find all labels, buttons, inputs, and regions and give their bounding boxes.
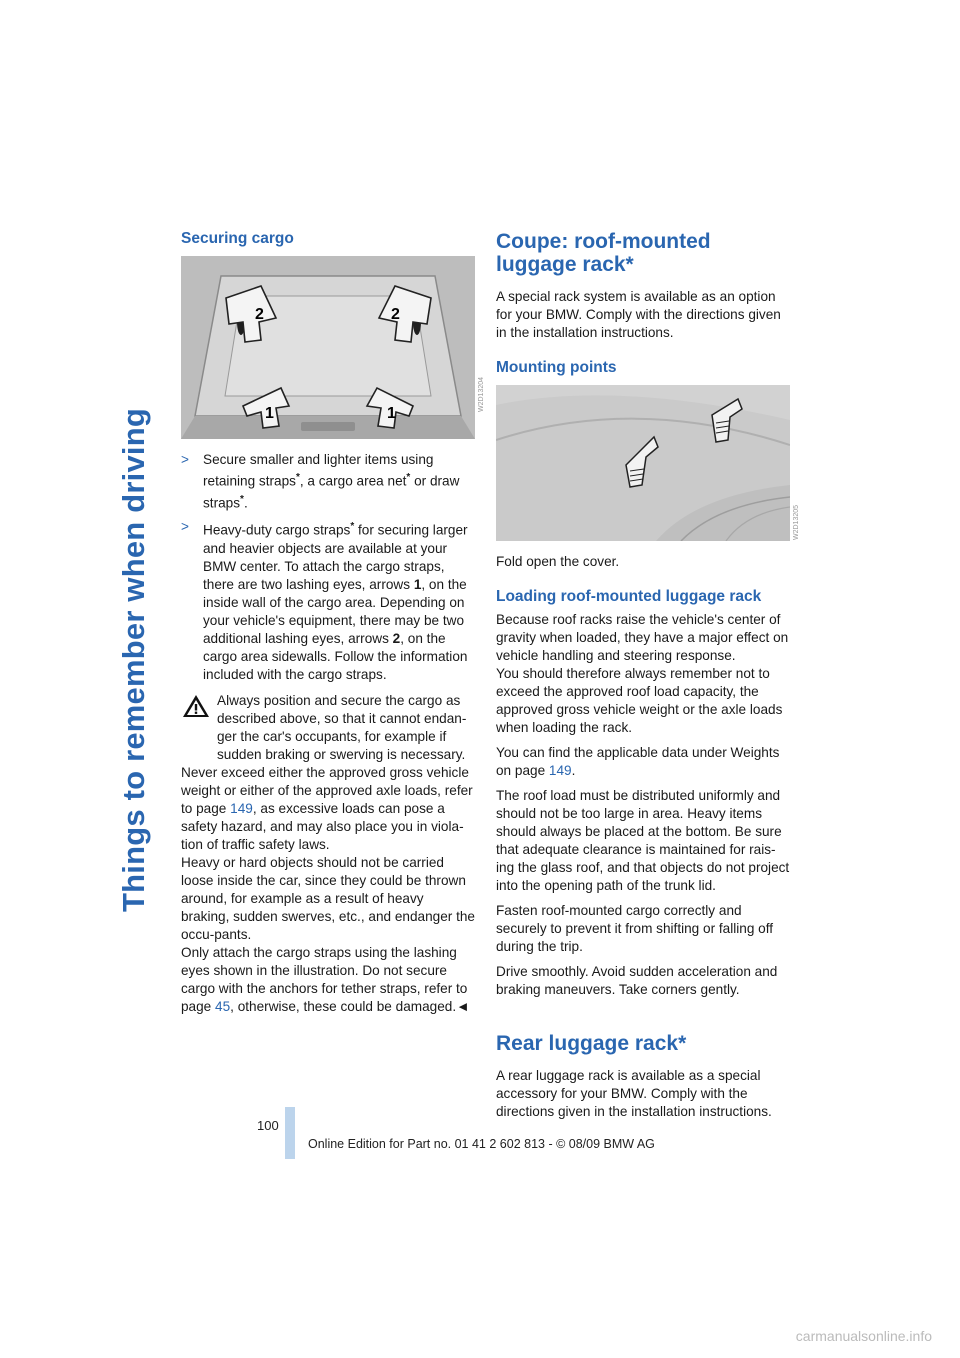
text-run: or draw straps	[203, 473, 460, 511]
page-link-149[interactable]: 149	[230, 800, 253, 816]
warning-block	[181, 692, 475, 1016]
text-run: Never exceed either the approved gross vehicle weight or either of the approved axle loads, refer to page	[181, 764, 473, 816]
bullet-item	[181, 518, 475, 684]
warning-paragraph-2	[181, 764, 475, 854]
left-column	[181, 230, 475, 1016]
warning-paragraph-4	[181, 944, 475, 1016]
text-run: Secure smaller and lighter items using retaining straps	[203, 452, 434, 489]
text-run: Heavy-duty cargo straps	[203, 522, 351, 538]
figure-code: W2D13204	[478, 376, 485, 412]
end-of-warning-mark: ◄	[456, 998, 470, 1014]
warning-first-line	[181, 692, 475, 764]
chapter-title: Things to remember when driving	[116, 408, 151, 912]
securing-cargo-heading: Securing cargo	[181, 230, 294, 247]
label-2-left: 2	[255, 306, 264, 323]
text-run: Only attach the cargo straps using the lashing eyes shown in the illustration. Do not secure cargo with the anchors for tether straps, refer to page	[181, 944, 468, 1014]
bullet-mark: >	[181, 452, 189, 467]
bullet-item	[181, 451, 475, 512]
loading-paragraph: You should therefore always remember not to exceed the approved roof load capacity, the approved gross vehicle weight or the axle loads when loading the rack.	[496, 666, 783, 735]
roof-illustration	[496, 385, 790, 541]
cargo-area-figure	[181, 256, 475, 439]
roof-rack-section-title: Coupe: roof-mounted luggage rack*	[496, 230, 711, 276]
bullet-text	[203, 518, 475, 684]
label-1-right: 1	[387, 405, 396, 422]
chapter-sidebar-title	[112, 230, 156, 1090]
asterisk: *	[295, 472, 300, 483]
warning-text-1	[217, 692, 475, 764]
footer-accent-bar	[285, 1107, 295, 1159]
edition-footer: Online Edition for Part no. 01 41 2 602 813 - © 08/09 BMW AG	[308, 1137, 655, 1151]
cargo-area-illustration	[181, 256, 475, 439]
text-run: , a cargo area net	[299, 473, 407, 489]
loading-paragraph: Because roof racks raise the vehicle's center of gravity when loaded, they have a major effect on vehicle handling and steering response.	[496, 612, 789, 663]
text-run: for securing larger and heavier objects are available at your BMW center. To attach the cargo straps, there are two lashing eyes, arrows	[203, 522, 468, 592]
label-2-right: 2	[391, 306, 400, 323]
loading-paragraph	[496, 744, 790, 780]
fold-open-text: Fold open the cover.	[496, 554, 620, 569]
loading-paragraph: The roof load must be distributed uniformly and should not be too large in area. Heavy items should always be placed at the bottom. Be sure that adequate clearance is maintained for rais-ing the glass roof, and that objects do not project into the opening path of the trunk lid.	[496, 788, 790, 893]
warning-paragraph-3: Heavy or hard objects should not be carried loose inside the car, since they could be thrown around, for example as a result of heavy braking, sudden swerves, etc., and endanger the occu-pants.	[181, 854, 475, 942]
loading-paragraph: Drive smoothly. Avoid sudden acceleration and braking maneuvers. Take corners gently.	[496, 964, 778, 997]
asterisk: *	[240, 493, 244, 505]
rear-rack-section-title: Rear luggage rack*	[496, 1032, 687, 1055]
warning-triangle-icon	[181, 693, 211, 719]
watermark-text: carmanualsonline.info	[795, 1328, 932, 1344]
text-run: .	[243, 495, 248, 511]
watermark	[0, 1328, 960, 1344]
loading-paragraph: Fasten roof-mounted cargo correctly and securely to prevent it from shifting or falling off during the trip.	[496, 903, 774, 954]
page-link-45[interactable]: 45	[215, 998, 231, 1014]
label-1-left: 1	[265, 405, 274, 422]
text-run: , on the cargo area sidewalls. Follow the information included with the cargo straps.	[203, 630, 468, 682]
page-link-149[interactable]: 149	[548, 763, 572, 778]
figure-code: W2D13205	[793, 504, 800, 540]
bullet-text	[203, 451, 475, 512]
rear-rack-text: A rear luggage rack is available as a special accessory for your BMW. Comply with the directions given in the installation instructions.	[496, 1068, 772, 1119]
roof-rack-intro: A special rack system is available as an option for your BMW. Comply with the directions given in the installation instructions.	[496, 289, 781, 340]
page-number: 100	[257, 1118, 279, 1133]
text-run: , otherwise, these could be damaged.	[230, 998, 457, 1014]
loading-heading: Loading roof-mounted luggage rack	[496, 588, 762, 605]
text-run: .	[571, 763, 576, 778]
arrow-ref: 2	[392, 630, 401, 646]
text-run: You can find the applicable data under Weights on page	[496, 745, 780, 778]
text-run: , as excessive loads can pose a safety hazard, and may also place you in viola-tion of traffic safety laws.	[181, 800, 464, 852]
arrow-ref: 1	[413, 576, 422, 592]
right-column	[496, 230, 790, 1128]
asterisk: *	[406, 472, 411, 483]
mounting-points-heading: Mounting points	[496, 359, 617, 376]
bullet-mark: >	[181, 519, 189, 535]
warning-paragraph: Always position and secure the cargo as described above, so that it cannot endan-ger the car's occupants, for example if sudden braking or swerving is necessary.	[217, 692, 467, 762]
mounting-points-figure	[496, 385, 790, 541]
asterisk: *	[350, 521, 355, 533]
text-run: , on the inside wall of the cargo area. Depending on your vehicle's equipment, there may be two additional lashing eyes, arrows	[203, 576, 467, 646]
